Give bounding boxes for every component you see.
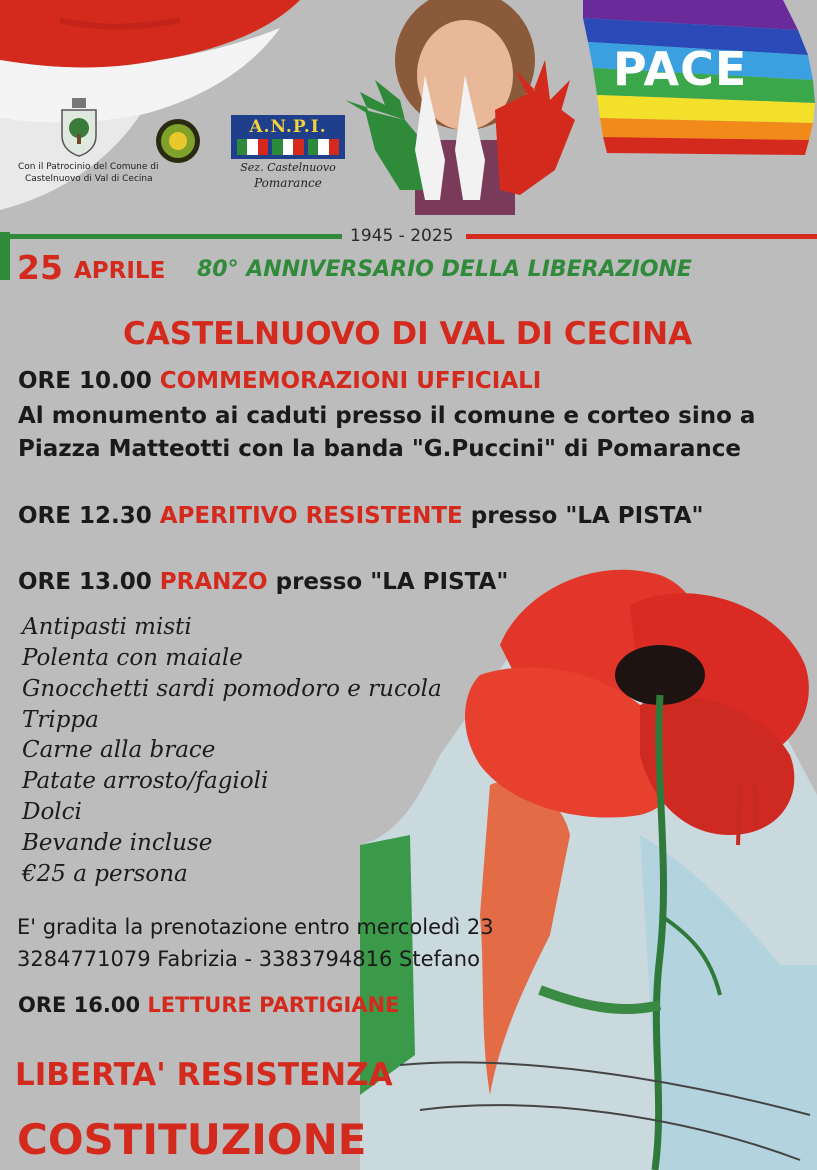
anpi-title: A.N.P.I. xyxy=(249,117,327,137)
slogan-line-2: COSTITUZIONE xyxy=(17,1115,367,1164)
booking-phones: 3284771079 Fabrizia - 3383794816 Stefano xyxy=(17,947,480,971)
item4-line xyxy=(18,993,399,1017)
anpi-sub-1: Sez. Castelnuovo xyxy=(240,161,336,174)
item3-place: presso "LA PISTA" xyxy=(275,569,509,595)
menu-item: Antipasti misti xyxy=(22,614,192,640)
patronage-text-1: Con il Patrocinio del Comune di xyxy=(18,162,159,172)
item2-title: APERITIVO RESISTENTE xyxy=(159,503,463,529)
green-divider-line xyxy=(10,234,342,239)
item4-time: ORE 16.00 xyxy=(18,993,141,1017)
slogan-line-1: LIBERTA' RESISTENZA xyxy=(15,1057,393,1093)
item2-line xyxy=(18,503,703,529)
green-edge-bar xyxy=(0,232,10,280)
item1-time: ORE 10.00 xyxy=(18,368,152,394)
item2-time: ORE 12.30 xyxy=(18,503,152,529)
menu-item: Bevande incluse xyxy=(22,830,213,856)
item1-desc-1: Al monumento ai caduti presso il comune e corteo sino a xyxy=(18,403,756,429)
location-title: CASTELNUOVO DI VAL DI CECINA xyxy=(123,316,693,352)
anniversary-title: 80° ANNIVERSARIO DELLA LIBERAZIONE xyxy=(197,257,692,282)
menu-item: Trippa xyxy=(22,707,99,733)
red-divider-line xyxy=(466,234,817,239)
item1-desc-2: Piazza Matteotti con la banda "G.Puccini" di Pomarance xyxy=(18,436,742,462)
menu-item: Dolci xyxy=(22,799,82,825)
item3-title: PRANZO xyxy=(159,569,268,595)
comune-crest-icon xyxy=(58,98,100,158)
menu-item: Polenta con maiale xyxy=(22,645,243,671)
anpi-flag-strip xyxy=(237,139,339,155)
item4-title: LETTURE PARTIGIANE xyxy=(147,993,400,1017)
item3-time: ORE 13.00 xyxy=(18,569,152,595)
menu-item: Patate arrosto/fagioli xyxy=(22,768,269,794)
date-month: APRILE xyxy=(74,258,166,284)
menu-price: €25 a persona xyxy=(22,861,188,887)
item1-title: COMMEMORAZIONI UFFICIALI xyxy=(159,368,542,394)
booking-note: E' gradita la prenotazione entro mercoledì 23 xyxy=(17,915,494,939)
patronage-text-2: Castelnuovo di Val di Cecina xyxy=(25,174,153,184)
anpi-logo xyxy=(231,115,345,159)
item2-place: presso "LA PISTA" xyxy=(470,503,704,529)
menu-item: Carne alla brace xyxy=(22,737,216,763)
anpi-sub-2: Pomarance xyxy=(254,176,322,190)
pace-flag-text: PACE xyxy=(613,42,748,96)
mercoledi-badge-icon xyxy=(155,118,201,164)
child-painted-hands-image xyxy=(345,0,585,215)
item1-line xyxy=(18,368,541,394)
poppy-painting-image xyxy=(360,535,817,1170)
menu-item: Gnocchetti sardi pomodoro e rucola xyxy=(22,676,442,702)
years-label: 1945 - 2025 xyxy=(350,226,454,246)
date-day: 25 xyxy=(17,248,63,287)
item3-line xyxy=(18,569,508,595)
